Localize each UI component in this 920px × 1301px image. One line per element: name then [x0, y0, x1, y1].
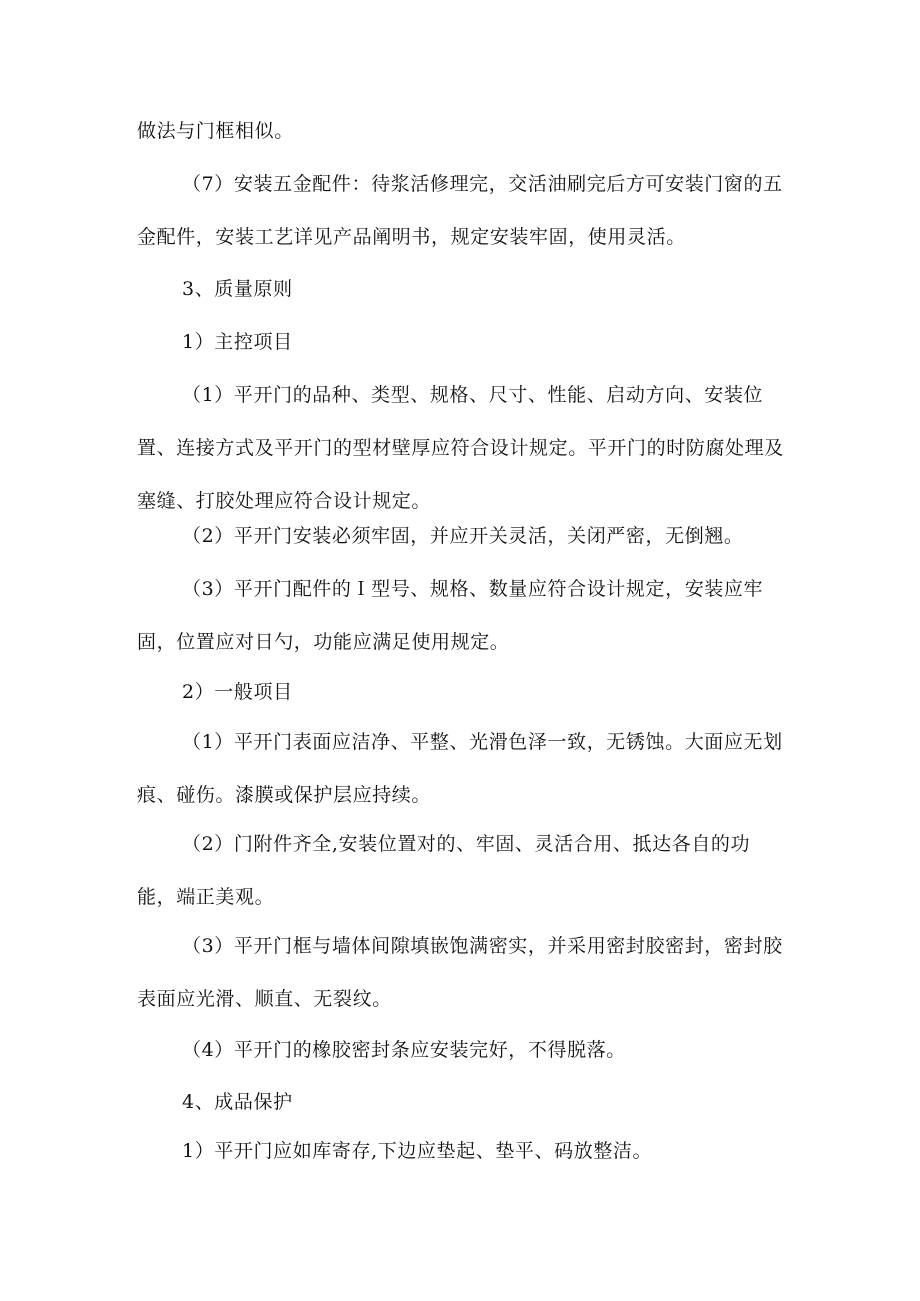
- paragraph-continuation: 做法与门框相似。: [137, 120, 294, 142]
- paragraph-install-hardware: （7）安装五金配件：待浆活修理完，交活油刷完后方可安装门窗的五金配件，安装工艺详见产品阐明书，规定安装牢固，使用灵活。: [137, 173, 783, 248]
- paragraph-general-item-1: （1）平开门表面应洁净、平整、光滑色泽一致，无锈蚀。大面应无划痕、碰伤。漆膜或保护层应持续。: [137, 731, 783, 806]
- paragraph-main-item-3: （3）平开门配件的Ｉ型号、规格、数量应符合设计规定，安装应牢固，位置应对日勺，功能应满足使用规定。: [137, 578, 764, 653]
- paragraph-general-item-4: （4）平开门的橡胶密封条应安装完好，不得脱落。: [182, 1039, 626, 1061]
- paragraph-main-item-2: （2）平开门安装必须牢固，并应开关灵活，关闭严密，无倒翘。: [182, 525, 744, 547]
- heading-main-control-items: 1）主控项目: [182, 331, 293, 353]
- paragraph-general-item-3: （3）平开门框与墙体间隙填嵌饱满密实，并采用密封胶密封，密封胶表面应光滑、顺直、无裂纹。: [137, 935, 783, 1010]
- paragraph-main-item-1: （1）平开门的品种、类型、规格、尺寸、性能、启动方向、安装位置、连接方式及平开门的型材壁厚应符合设计规定。平开门的时防腐处理及塞缝、打胶处理应符合设计规定。: [137, 384, 784, 512]
- heading-quality-principles: 3、质量原则: [182, 278, 293, 300]
- heading-product-protection: 4、成品保护: [182, 1091, 293, 1113]
- paragraph-protection-item-1: 1）平开门应如库寄存,下边应垫起、垫平、码放整洁。: [182, 1140, 653, 1162]
- paragraph-general-item-2: （2）门附件齐全,安装位置对的、牢固、灵活合用、抵达各自的功能，端正美观。: [137, 833, 751, 908]
- heading-general-items: 2）一般项目: [182, 681, 293, 703]
